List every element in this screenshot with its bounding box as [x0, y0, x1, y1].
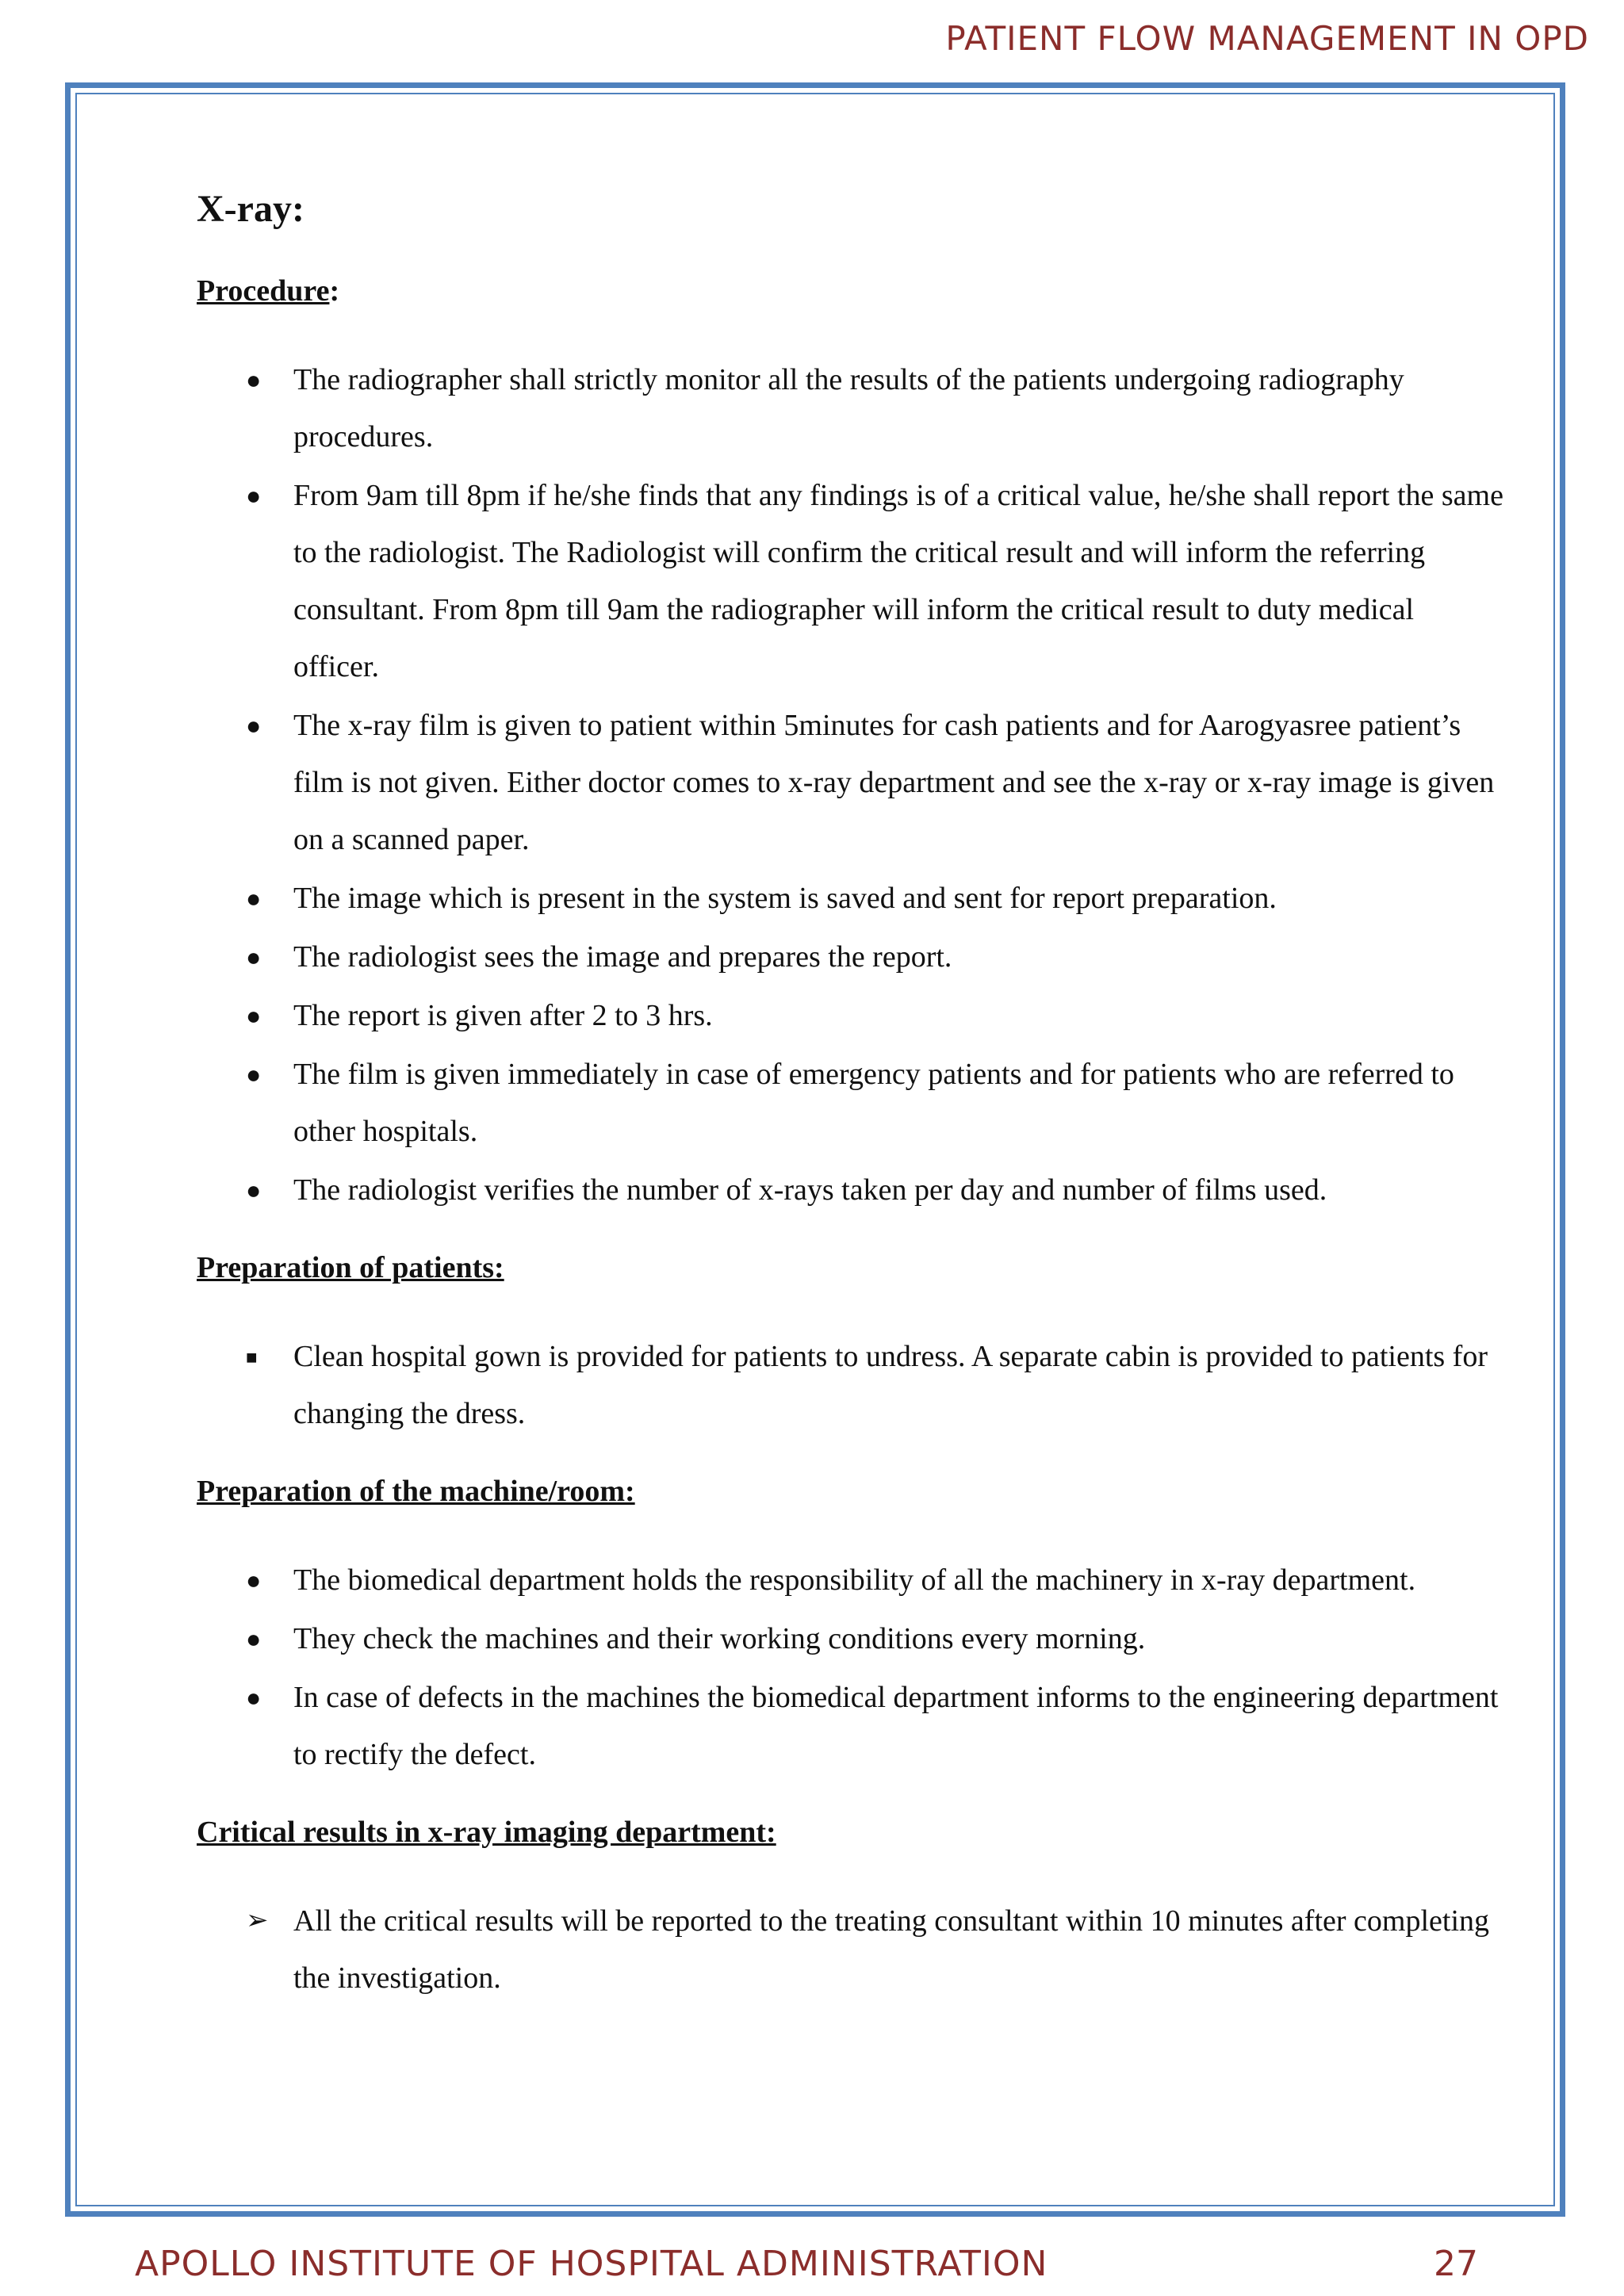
list-item-text: The radiologist sees the image and prepares the report. — [293, 940, 952, 974]
preparation-machine-list — [197, 1552, 1505, 1783]
bullet-square-icon: ■ — [246, 1348, 258, 1368]
list-item-text: The image which is present in the system is saved and sent for report preparation. — [293, 882, 1277, 915]
running-header: PATIENT FLOW MANAGEMENT IN OPD — [945, 19, 1589, 58]
bullet-dot-icon: ● — [246, 711, 262, 740]
preparation-machine-heading: Preparation of the machine/room: — [197, 1475, 635, 1508]
list-item — [197, 1328, 1505, 1442]
list-item-text: The film is given immediately in case of emergency patients and for patients who are referred to other hospitals. — [293, 1058, 1454, 1148]
footer-institute: APOLLO INSTITUTE OF HOSPITAL ADMINISTRATION — [135, 2244, 1048, 2284]
list-item — [197, 1610, 1505, 1667]
list-item — [197, 1892, 1505, 2007]
list-item — [197, 697, 1505, 868]
procedure-heading-colon: : — [329, 274, 340, 308]
procedure-list — [197, 351, 1505, 1219]
list-item-text: All the critical results will be reported to the treating consultant within 10 minutes after completing the investigation. — [293, 1904, 1489, 1995]
list-item — [197, 1046, 1505, 1160]
list-item — [197, 1161, 1505, 1219]
list-item — [197, 351, 1505, 465]
list-item — [197, 467, 1505, 695]
list-item — [197, 870, 1505, 927]
bullet-dot-icon: ● — [246, 1060, 262, 1089]
bullet-dot-icon: ● — [246, 943, 262, 971]
list-item-text: The biomedical department holds the responsibility of all the machinery in x-ray department. — [293, 1563, 1416, 1597]
bullet-dot-icon: ● — [246, 1176, 262, 1204]
list-item — [197, 1669, 1505, 1783]
list-item-text: The report is given after 2 to 3 hrs. — [293, 999, 713, 1032]
bullet-dot-icon: ● — [246, 1001, 262, 1030]
section-title: X-ray: — [197, 188, 304, 230]
preparation-patients-heading: Preparation of patients: — [197, 1251, 504, 1284]
bullet-dot-icon: ● — [246, 884, 262, 913]
critical-results-list — [197, 1892, 1505, 2007]
list-item-text: The x-ray film is given to patient within 5minutes for cash patients and for Aarogyasree patient’s film is not given. Either doctor comes to x-ray department and see the x-ray or x-ray image is given on a scanned paper. — [293, 709, 1495, 856]
preparation-patients-list — [197, 1328, 1505, 1442]
bullet-dot-icon: ● — [246, 365, 262, 394]
page-number: 27 — [1434, 2244, 1478, 2284]
bullet-dot-icon: ● — [246, 1566, 262, 1594]
critical-results-heading: Critical results in x-ray imaging department: — [197, 1816, 776, 1849]
list-item — [197, 928, 1505, 985]
list-item — [197, 1552, 1505, 1609]
document-content — [197, 187, 1505, 2038]
bullet-dot-icon: ● — [246, 1624, 262, 1653]
list-item-text: From 9am till 8pm if he/she finds that any findings is of a critical value, he/she shall report the same to the radiologist. The Radiologist will confirm the critical result and will inform the referring consultant. From 8pm till 9am the radiographer will inform the critical result to duty medical officer. — [293, 479, 1503, 683]
list-item-text: Clean hospital gown is provided for patients to undress. A separate cabin is provided to patients for changing the dress. — [293, 1340, 1488, 1430]
procedure-heading-text: Procedure — [197, 274, 330, 308]
list-item-text: The radiologist verifies the number of x-rays taken per day and number of films used. — [293, 1173, 1327, 1207]
list-item-text: The radiographer shall strictly monitor all the results of the patients undergoing radiography procedures. — [293, 363, 1404, 453]
list-item — [197, 987, 1505, 1044]
bullet-dot-icon: ● — [246, 481, 262, 510]
list-item-text: They check the machines and their working conditions every morning. — [293, 1622, 1146, 1655]
list-item-text: In case of defects in the machines the biomedical department informs to the engineering department to rectify the defect. — [293, 1681, 1499, 1771]
procedure-heading — [197, 274, 1505, 308]
arrow-bullet-icon: ➢ — [246, 1906, 269, 1935]
bullet-dot-icon: ● — [246, 1683, 262, 1712]
